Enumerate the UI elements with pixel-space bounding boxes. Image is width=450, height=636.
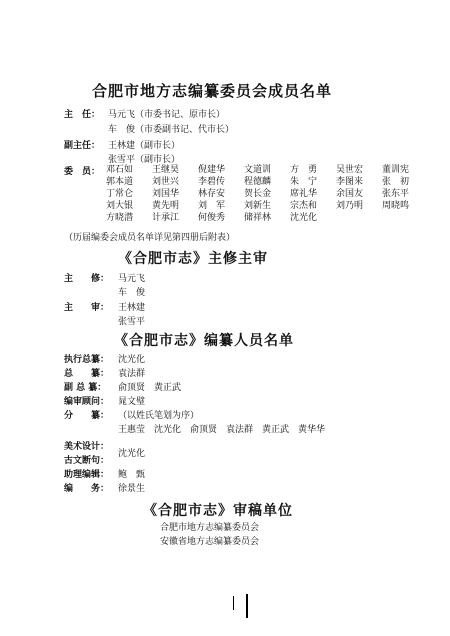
exec-label: 执行总纂： [64,355,110,365]
member-name: 席礼华 [290,189,318,199]
member-name: 刘世兴 [152,177,180,187]
scan-mark-right [246,594,248,618]
member-name: 倪建华 [198,165,226,175]
member-name [382,212,428,224]
member-name: 周晓鸣 [382,201,410,211]
art-punct-value: 沈光化 [118,449,146,459]
editorial-affairs-value: 徐景生 [118,484,146,494]
member-name: 刘乃明 [336,201,364,211]
zhuxiu-name-1: 马元飞 [118,274,146,284]
editorial-affairs-label: 编 务： [64,484,110,494]
committee-title: 合肥市地方志编纂委员会成员名单 [92,82,333,100]
member-name: 董训宪 [382,165,410,175]
fenzuan-note: （以姓氏笔划为序） [118,411,200,421]
member-name [336,212,382,224]
member-name: 方晓潜 [106,213,134,223]
zongzuan-value: 袁法群 [118,369,146,379]
member-name: 郭本道 [106,177,134,187]
member-name: 张东平 [382,189,410,199]
members-label: 委 员： [64,167,101,177]
member-name: 李图来 [336,177,364,187]
assistant-value: 鲍 甄 [118,470,146,480]
member-name: 张 初 [382,177,410,187]
member-name: 朱 宁 [290,177,318,187]
advisor-value: 晁文璧 [118,397,146,407]
member-name: 贺长金 [244,189,272,199]
vice-chair-label: 副主任： [64,141,101,151]
member-name: 刘新生 [244,201,272,211]
member-name: 程德麟 [244,177,272,187]
vice-editor-value: 俞顶贤 黄正武 [118,383,182,393]
member-name: 林存安 [198,189,226,199]
member-name: 刘国华 [152,189,180,199]
member-name: 李碧传 [198,177,226,187]
member-name: 王继昊 [152,165,180,175]
member-name: 储祥林 [244,213,272,223]
committee-note: （历届编委会成员名单详见第四册后附表） [64,233,236,243]
staff-title: 《合肥市志》编纂人员名单 [114,333,294,349]
member-name: 宗杰和 [290,201,318,211]
assistant-label: 助理编辑： [64,470,110,480]
members-list [106,164,428,224]
chair-name-2: 车 俊（市委副书记、代市长） [108,125,235,135]
chief-editor-title: 《合肥市志》主修主审 [118,251,268,267]
zhuxiu-label: 主 修： [64,274,110,284]
member-name: 何俊秀 [198,213,226,223]
member-name: 黄先明 [152,201,180,211]
member-name: 沈光化 [290,213,318,223]
exec-value: 沈光化 [118,355,146,365]
member-name: 丁常仑 [106,189,134,199]
member-name: 邓石如 [106,165,134,175]
review-title: 《合肥市志》审稿单位 [143,503,293,519]
zhushen-label: 主 审： [64,303,110,313]
fenzuan-names: 王惠莹 沈光化 俞顶贤 袁法群 黄正武 黄华华 [118,425,326,435]
member-name: 吴世宏 [336,165,364,175]
member-name: 刘大银 [106,201,134,211]
vice-chair-name-1: 王林建（副市长） [108,141,181,151]
zhushen-name-2: 张雪平 [118,317,146,327]
chair-label: 主 任： [64,110,101,120]
vice-chair-name-2: 张雪平（副市长） [108,155,181,165]
member-name: 计承江 [152,213,180,223]
review-unit-1: 合肥市地方志编纂委员会 [160,523,260,533]
chair-name-1: 马元飞（市委书记、原市长） [108,110,226,120]
zongzuan-label: 总 纂： [64,369,110,379]
punctuation-label: 古文断句： [64,456,110,466]
member-name: 余国友 [336,189,364,199]
vice-editor-label: 副 总 纂： [64,383,107,393]
art-design-label: 美术设计： [64,442,110,452]
member-name: 方 勇 [290,165,318,175]
advisor-label: 编审顾问： [64,397,110,407]
scan-mark-left [233,596,234,610]
zhuxiu-name-2: 车 俊 [118,288,146,298]
fenzuan-label: 分 纂： [64,411,110,421]
member-name: 刘 军 [198,201,226,211]
review-unit-2: 安徽省地方志编纂委员会 [160,537,260,547]
zhushen-name-1: 王林建 [118,303,146,313]
member-name: 文道训 [244,165,272,175]
